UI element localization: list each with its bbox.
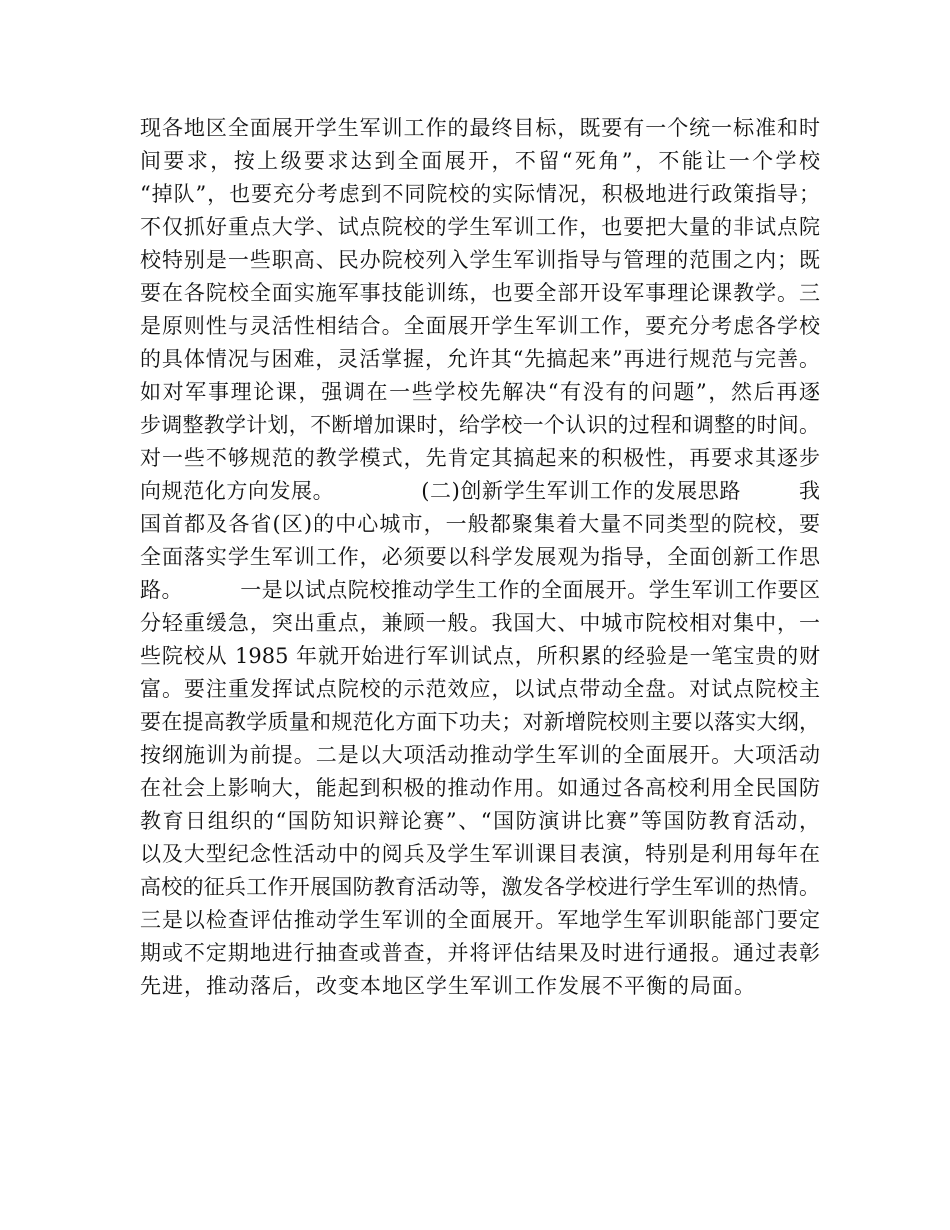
text-line: 些院校从 1985 年就开始进行军训试点，所积累的经验是一笔宝贵的财 [140,644,820,668]
text-line: 要在各院校全面实施军事技能训练，也要全部开设军事理论课教学。三 [140,281,820,305]
text-line: 间要求，按上级要求达到全面展开，不留“死角”，不能让一个学校 [140,149,820,173]
text-line: 要在提高教学质量和规范化方面下功夫；对新增院校则主要以落实大纲， [140,710,820,734]
text-line: 高校的征兵工作开展国防教育活动等，激发各学校进行学生军训的热情。 [140,875,820,899]
text-line: 教育日组织的“国防知识辩论赛”、“国防演讲比赛”等国防教育活动， [140,809,820,833]
text-line: 三是以检查评估推动学生军训的全面展开。军地学生军训职能部门要定 [140,908,820,932]
text-line: 现各地区全面展开学生军训工作的最终目标，既要有一个统一标准和时 [140,116,820,140]
text-line: 的具体情况与困难，灵活掌握，允许其“先搞起来”再进行规范与完善。 [140,347,820,371]
text-line: 路。 一是以试点院校推动学生工作的全面展开。学生军训工作要区 [140,578,820,602]
text-line: 以及大型纪念性活动中的阅兵及学生军训课目表演，特别是利用每年在 [140,842,820,866]
text-line: 分轻重缓急，突出重点，兼顾一般。我国大、中城市院校相对集中，一 [140,611,820,635]
text-line: 步调整教学计划，不断增加课时，给学校一个认识的过程和调整的时间。 [140,413,820,437]
text-line: 国首都及各省(区)的中心城市，一般都聚集着大量不同类型的院校，要 [140,512,820,536]
text-line: 富。要注重发挥试点院校的示范效应，以试点带动全盘。对试点院校主 [140,677,820,701]
text-line: 全面落实学生军训工作，必须要以科学发展观为指导，全面创新工作思 [140,545,820,569]
text-line: 先进，推动落后，改变本地区学生军训工作发展不平衡的局面。 [140,974,756,998]
text-line: 在社会上影响大，能起到积极的推动作用。如通过各高校利用全民国防 [140,776,820,800]
text-line: 如对军事理论课，强调在一些学校先解决“有没有的问题”，然后再逐 [140,380,820,404]
text-line: 向规范化方向发展。 (二)创新学生军训工作的发展思路 我 [140,479,820,503]
text-line: 是原则性与灵活性相结合。全面展开学生军训工作，要充分考虑各学校 [140,314,820,338]
text-line: 按纲施训为前提。二是以大项活动推动学生军训的全面展开。大项活动 [140,743,820,767]
text-line: 对一些不够规范的教学模式，先肯定其搞起来的积极性，再要求其逐步 [140,446,820,470]
text-line: 不仅抓好重点大学、试点院校的学生军训工作，也要把大量的非试点院 [140,215,820,239]
body-text [140,112,820,1003]
text-line: “掉队”，也要充分考虑到不同院校的实际情况，积极地进行政策指导； [140,182,820,206]
text-line: 校特别是一些职高、民办院校列入学生军训指导与管理的范围之内；既 [140,248,820,272]
text-line: 期或不定期地进行抽查或普查，并将评估结果及时进行通报。通过表彰 [140,941,820,965]
